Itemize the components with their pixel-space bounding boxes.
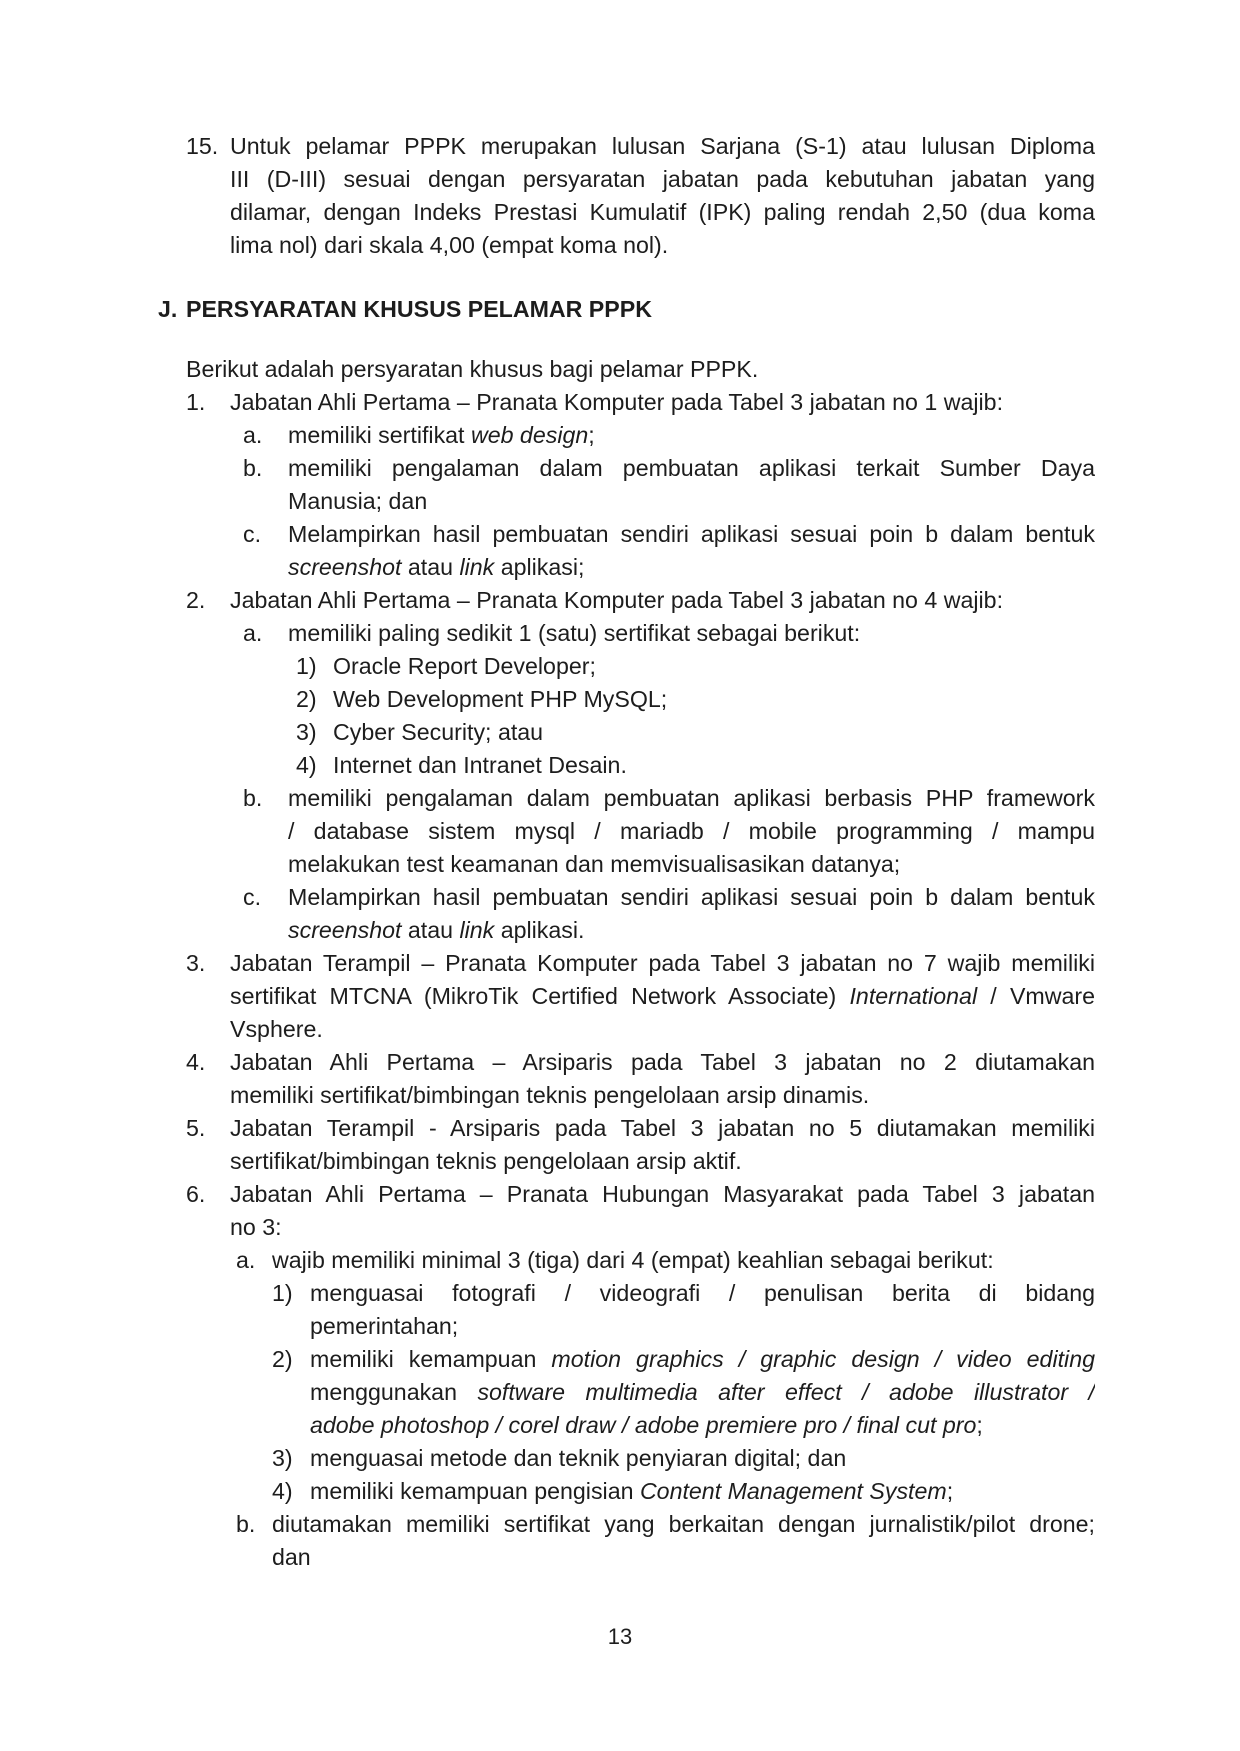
paragraph-line: III (D-III) sesuai dengan persyaratan jabatan pada kebutuhan jabatan yang [230, 166, 1095, 192]
text-line [0, 1541, 1240, 1574]
sub-item [0, 881, 1240, 914]
sub-item [0, 1508, 1240, 1541]
sub-item-text: screenshot atau link aplikasi. [288, 917, 585, 943]
sub-sub-number: 4) [272, 1478, 293, 1504]
text-line [0, 485, 1240, 518]
list-item [0, 1046, 1240, 1079]
sub-item [0, 617, 1240, 650]
text-line [0, 1376, 1240, 1409]
sub-sub-item [0, 650, 1240, 683]
sub-item-letter: c. [243, 884, 262, 910]
list-item [0, 584, 1240, 617]
sub-sub-text: adobe photoshop / corel draw / adobe premiere pro / final cut pro; [310, 1412, 983, 1438]
paragraph-line: lima nol) dari skala 4,00 (empat koma nol). [230, 232, 669, 258]
sub-item-letter: b. [243, 455, 263, 481]
list-item [0, 1178, 1240, 1211]
sub-sub-text: Cyber Security; atau [333, 719, 544, 745]
sub-sub-item [0, 1475, 1240, 1508]
sub-item-text: memiliki pengalaman dalam pembuatan aplikasi berbasis PHP framework [288, 785, 1095, 811]
item-text: sertifikat/bimbingan teknis pengelolaan arsip aktif. [230, 1148, 742, 1174]
page-number: 13 [607, 1624, 633, 1649]
sub-item-text: / database sistem mysql / mariadb / mobile programming / mampu [288, 818, 1095, 844]
sub-sub-number: 2) [272, 1346, 293, 1372]
item-text: Jabatan Ahli Pertama – Arsiparis pada Tabel 3 jabatan no 2 diutamakan [230, 1049, 1095, 1075]
sub-item-text: dan [272, 1544, 311, 1570]
text-line [0, 1079, 1240, 1112]
text-line [0, 229, 1240, 262]
text-line [0, 1211, 1240, 1244]
text-line [0, 848, 1240, 881]
sub-item [0, 1244, 1240, 1277]
sub-item-text: memiliki paling sedikit 1 (satu) sertifikat sebagai berikut: [288, 620, 861, 646]
sub-item-letter: a. [243, 620, 263, 646]
sub-item [0, 518, 1240, 551]
paragraph-line: dilamar, dengan Indeks Prestasi Kumulatif (IPK) paling rendah 2,50 (dua koma [230, 199, 1095, 225]
sub-item [0, 452, 1240, 485]
list-item [0, 130, 1240, 163]
sub-sub-text: memiliki kemampuan pengisian Content Management System; [310, 1478, 954, 1504]
item-number: 4. [186, 1049, 206, 1075]
text-line [0, 196, 1240, 229]
text-line [0, 980, 1240, 1013]
text-line [0, 1145, 1240, 1178]
sub-sub-text: Oracle Report Developer; [333, 653, 596, 679]
text-line [0, 353, 1240, 386]
item-text: Jabatan Terampil - Arsiparis pada Tabel 3 jabatan no 5 diutamakan memiliki [230, 1115, 1095, 1141]
sub-sub-item [0, 1442, 1240, 1475]
sub-sub-number: 4) [296, 752, 317, 778]
sub-sub-number: 3) [272, 1445, 293, 1471]
text-line [0, 914, 1240, 947]
sub-sub-text: pemerintahan; [310, 1313, 459, 1339]
list-item [0, 386, 1240, 419]
item-number: 1. [186, 389, 206, 415]
item-text: sertifikat MTCNA (MikroTik Certified Network Associate) International / Vmware [230, 983, 1095, 1009]
sub-item-letter: a. [236, 1247, 256, 1273]
item-number: 6. [186, 1181, 206, 1207]
sub-sub-text: Web Development PHP MySQL; [333, 686, 668, 712]
sub-item-text: Melampirkan hasil pembuatan sendiri aplikasi sesuai poin b dalam bentuk [288, 884, 1095, 910]
sub-item-text: memiliki pengalaman dalam pembuatan aplikasi terkait Sumber Daya [288, 455, 1095, 481]
sub-item [0, 782, 1240, 815]
item-text: Vsphere. [230, 1016, 323, 1042]
sub-sub-item [0, 1343, 1240, 1376]
text-line [0, 1013, 1240, 1046]
sub-sub-text: menguasai metode dan teknik penyiaran digital; dan [310, 1445, 847, 1471]
sub-sub-number: 3) [296, 719, 317, 745]
sub-item-text: melakukan test keamanan dan memvisualisasikan datanya; [288, 851, 901, 877]
sub-item-text: Melampirkan hasil pembuatan sendiri aplikasi sesuai poin b dalam bentuk [288, 521, 1095, 547]
text-line [0, 1409, 1240, 1442]
sub-sub-item [0, 1277, 1240, 1310]
sub-sub-number: 2) [296, 686, 317, 712]
item-number: 2. [186, 587, 206, 613]
item-text: Jabatan Ahli Pertama – Pranata Komputer pada Tabel 3 jabatan no 4 wajib: [230, 587, 1004, 613]
sub-sub-text: menguasai fotografi / videografi / penulisan berita di bidang [310, 1280, 1095, 1306]
sub-item-letter: c. [243, 521, 262, 547]
text-line [0, 815, 1240, 848]
sub-item-text: screenshot atau link aplikasi; [288, 554, 585, 580]
section-title: PERSYARATAN KHUSUS PELAMAR PPPK [186, 296, 652, 322]
intro-text: Berikut adalah persyaratan khusus bagi pelamar PPPK. [186, 356, 759, 382]
paragraph-line: Untuk pelamar PPPK merupakan lulusan Sarjana (S-1) atau lulusan Diploma [230, 133, 1095, 159]
sub-item-letter: b. [243, 785, 263, 811]
section-heading [0, 293, 1240, 326]
sub-item-text: Manusia; dan [288, 488, 428, 514]
item-number: 3. [186, 950, 206, 976]
sub-item-text: memiliki sertifikat web design; [288, 422, 595, 448]
sub-item-text: diutamakan memiliki sertifikat yang berkaitan dengan jurnalistik/pilot drone; [272, 1511, 1095, 1537]
item-number: 15. [186, 133, 219, 159]
sub-item-letter: b. [236, 1511, 256, 1537]
list-item [0, 1112, 1240, 1145]
sub-item-text: wajib memiliki minimal 3 (tiga) dari 4 (empat) keahlian sebagai berikut: [272, 1247, 994, 1273]
sub-item [0, 419, 1240, 452]
item-text: Jabatan Ahli Pertama – Pranata Komputer pada Tabel 3 jabatan no 1 wajib: [230, 389, 1004, 415]
sub-sub-number: 1) [272, 1280, 293, 1306]
sub-sub-text: memiliki kemampuan motion graphics / graphic design / video editing [310, 1346, 1095, 1372]
item-text: memiliki sertifikat/bimbingan teknis pengelolaan arsip dinamis. [230, 1082, 870, 1108]
sub-sub-text: Internet dan Intranet Desain. [333, 752, 627, 778]
sub-item-letter: a. [243, 422, 263, 448]
text-line [0, 163, 1240, 196]
text-line [0, 551, 1240, 584]
sub-sub-text: menggunakan software multimedia after effect / adobe illustrator / [310, 1379, 1095, 1405]
item-number: 5. [186, 1115, 206, 1141]
section-letter: J. [158, 296, 178, 322]
sub-sub-item [0, 749, 1240, 782]
text-line [0, 1310, 1240, 1343]
item-text: no 3: [230, 1214, 282, 1240]
sub-sub-item [0, 683, 1240, 716]
item-text: Jabatan Ahli Pertama – Pranata Hubungan Masyarakat pada Tabel 3 jabatan [230, 1181, 1095, 1207]
item-text: Jabatan Terampil – Pranata Komputer pada Tabel 3 jabatan no 7 wajib memiliki [230, 950, 1095, 976]
sub-sub-number: 1) [296, 653, 317, 679]
sub-sub-item [0, 716, 1240, 749]
list-item [0, 947, 1240, 980]
